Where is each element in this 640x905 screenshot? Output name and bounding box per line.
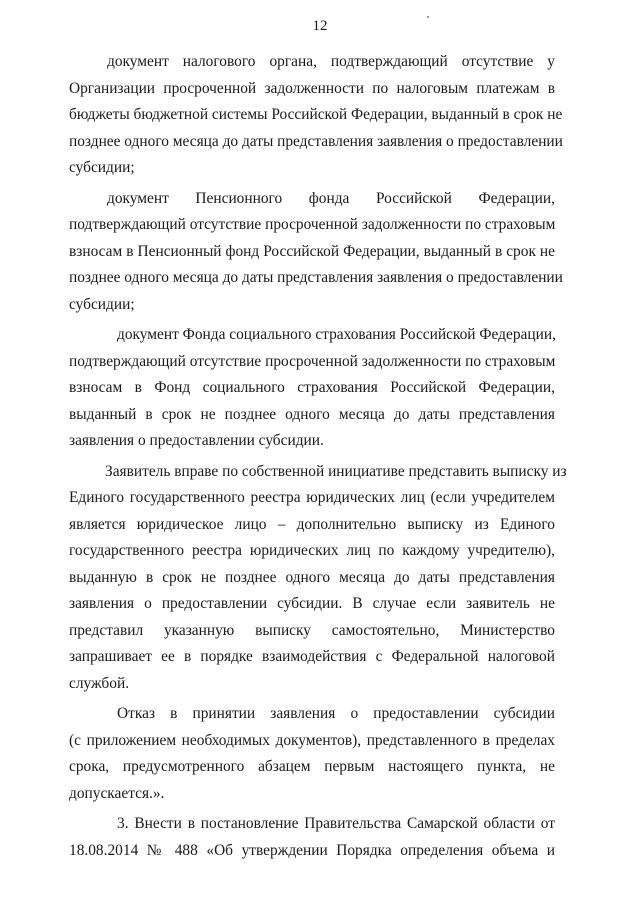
text-line: допускается.». [69, 784, 165, 802]
text-line: позднее одного месяца до даты представления заявления о предоставлении [69, 132, 563, 150]
text-line: (с приложением необходимых документов), представленного в пределах [69, 731, 555, 749]
text-line: взносам в Пенсионный фонд Российской Федерации, выданный в срок не [69, 242, 555, 260]
paragraph-refusal [69, 701, 555, 807]
paragraph-item-3 [69, 811, 555, 864]
paragraph-tax-document [69, 49, 563, 182]
text-line: документ Фонда социального страхования Российской Федерации, [117, 326, 556, 343]
paragraph-pension-fund-document [69, 186, 563, 319]
text-line: срока, предусмотренного абзацем первым настоящего пункта, не [69, 758, 555, 775]
text-line: бюджеты бюджетной системы Российской Федерации, выданный в срок не [69, 106, 563, 123]
text-line: службой. [69, 674, 130, 692]
text-line: подтверждающий отсутствие просроченной задолженности по страховым [69, 352, 556, 370]
text-line: заявления о предоставлении субсидии. [69, 432, 324, 449]
text-line: заявления о предоставлении субсидии. В случае если заявитель не [69, 595, 555, 612]
paragraph-applicant-extract [69, 459, 567, 698]
paragraph-social-insurance-document [69, 322, 555, 455]
text-line: 18.08.2014 № 488 «Об утверждении Порядка определения объема и [69, 841, 555, 859]
text-line: документ Пенсионного фонда Российской Федерации, [107, 189, 555, 207]
text-line: субсидии; [69, 295, 135, 313]
text-line: представил указанную выписку самостоятельно, Министерство [69, 621, 555, 639]
text-line: Единого государственного реестра юридических лиц (если учредителем [69, 489, 555, 506]
text-line: субсидии; [69, 159, 135, 176]
text-line: документ налогового органа, подтверждающий отсутствие у [107, 53, 555, 70]
page-number: 12 [312, 18, 328, 34]
text-line: 3. Внести в постановление Правительства Самарской области от [117, 815, 555, 832]
text-line: Организации просроченной задолженности по налоговым платежам в [69, 79, 555, 97]
text-line: Заявитель вправе по собственной инициативе представить выписку из [105, 462, 567, 480]
text-line: выданную в срок не позднее одного месяца до даты представления [69, 568, 555, 586]
text-line: является юридическое лицо – дополнительно выписку из Единого [69, 515, 555, 533]
text-line: Отказ в принятии заявления о предоставлении субсидии [117, 705, 555, 722]
text-line: запрашивает ее в порядке взаимодействия с Федеральной налоговой [69, 648, 555, 665]
text-line: подтверждающий отсутствие просроченной задолженности по страховым [69, 216, 556, 233]
text-line: выданный в срок не позднее одного месяца до даты представления [69, 405, 555, 423]
text-line: позднее одного месяца до даты представления заявления о предоставлении [69, 269, 563, 286]
scan-dot-mark [427, 16, 429, 18]
text-line: взносам в Фонд социального страхования Российской Федерации, [69, 379, 555, 396]
text-line: государственного реестра юридических лиц по каждому учредителю), [69, 542, 555, 559]
document-body [69, 49, 567, 864]
